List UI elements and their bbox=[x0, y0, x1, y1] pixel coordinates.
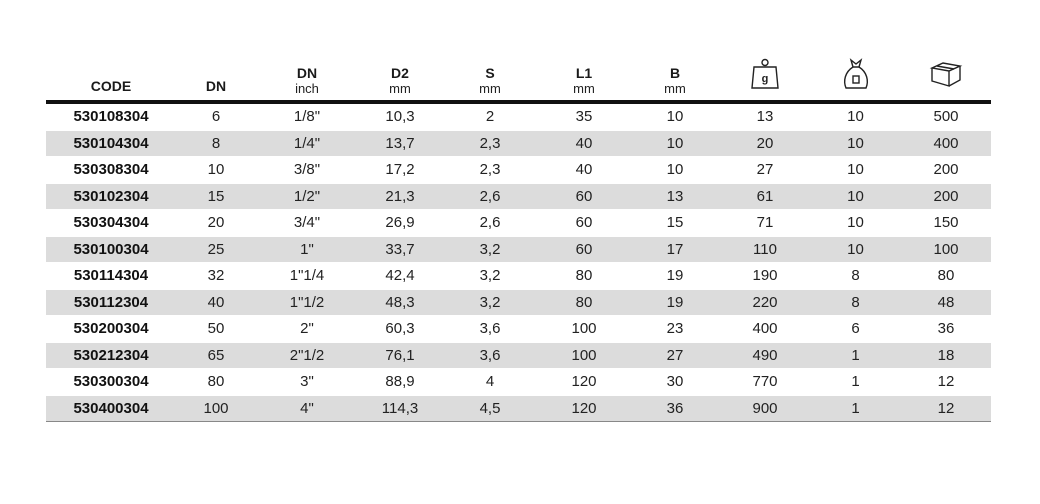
cell-code: 530102304 bbox=[46, 183, 176, 210]
header-code bbox=[46, 50, 176, 102]
cell-dn: 8 bbox=[176, 130, 256, 157]
cell-b: 17 bbox=[630, 236, 720, 263]
cell-weight: 770 bbox=[720, 369, 810, 396]
cell-s: 2,6 bbox=[442, 183, 538, 210]
header-b-unit: mm bbox=[664, 81, 686, 96]
cell-d2: 42,4 bbox=[358, 263, 442, 290]
cell-box-qty: 36 bbox=[901, 316, 991, 343]
cell-dn-inch: 1/4" bbox=[256, 130, 358, 157]
cell-dn: 40 bbox=[176, 289, 256, 316]
header-dn-inch-unit: inch bbox=[295, 81, 319, 96]
cell-b: 15 bbox=[630, 210, 720, 237]
cell-code: 530114304 bbox=[46, 263, 176, 290]
table-row bbox=[46, 102, 991, 130]
cell-dn-inch: 3/8" bbox=[256, 157, 358, 184]
table-row bbox=[46, 183, 991, 210]
cell-weight: 20 bbox=[720, 130, 810, 157]
cell-dn-inch: 1" bbox=[256, 236, 358, 263]
cell-bag-qty: 10 bbox=[810, 236, 901, 263]
cell-box-qty: 80 bbox=[901, 263, 991, 290]
table-row bbox=[46, 369, 991, 396]
cell-s: 4,5 bbox=[442, 395, 538, 422]
cell-weight: 400 bbox=[720, 316, 810, 343]
product-table bbox=[46, 50, 991, 422]
cell-l1: 60 bbox=[538, 183, 630, 210]
header-l1 bbox=[538, 50, 630, 102]
table-row bbox=[46, 342, 991, 369]
cell-weight: 220 bbox=[720, 289, 810, 316]
cell-l1: 80 bbox=[538, 289, 630, 316]
box-icon bbox=[929, 57, 963, 91]
cell-bag-qty: 10 bbox=[810, 157, 901, 184]
cell-s: 4 bbox=[442, 369, 538, 396]
cell-dn: 15 bbox=[176, 183, 256, 210]
cell-weight: 13 bbox=[720, 102, 810, 130]
cell-dn: 10 bbox=[176, 157, 256, 184]
cell-weight: 71 bbox=[720, 210, 810, 237]
cell-b: 19 bbox=[630, 263, 720, 290]
cell-b: 10 bbox=[630, 130, 720, 157]
cell-code: 530100304 bbox=[46, 236, 176, 263]
header-l1-unit: mm bbox=[573, 81, 595, 96]
header-code-label: CODE bbox=[90, 78, 132, 94]
cell-d2: 48,3 bbox=[358, 289, 442, 316]
cell-bag-qty: 1 bbox=[810, 369, 901, 396]
cell-code: 530212304 bbox=[46, 342, 176, 369]
cell-bag-qty: 8 bbox=[810, 263, 901, 290]
cell-box-qty: 200 bbox=[901, 183, 991, 210]
cell-l1: 35 bbox=[538, 102, 630, 130]
header-d2 bbox=[358, 50, 442, 102]
cell-d2: 17,2 bbox=[358, 157, 442, 184]
cell-weight: 61 bbox=[720, 183, 810, 210]
cell-dn: 32 bbox=[176, 263, 256, 290]
cell-b: 10 bbox=[630, 157, 720, 184]
cell-box-qty: 12 bbox=[901, 369, 991, 396]
cell-d2: 10,3 bbox=[358, 102, 442, 130]
table-row bbox=[46, 157, 991, 184]
cell-bag-qty: 6 bbox=[810, 316, 901, 343]
header-d2-label: D2 bbox=[391, 65, 409, 81]
table-row bbox=[46, 263, 991, 290]
cell-b: 36 bbox=[630, 395, 720, 422]
table-header bbox=[46, 50, 991, 102]
cell-weight: 190 bbox=[720, 263, 810, 290]
cell-l1: 40 bbox=[538, 130, 630, 157]
cell-code: 530108304 bbox=[46, 102, 176, 130]
header-l1-label: L1 bbox=[575, 65, 593, 81]
header-dn bbox=[176, 50, 256, 102]
cell-dn-inch: 4" bbox=[256, 395, 358, 422]
table-row bbox=[46, 395, 991, 422]
cell-code: 530304304 bbox=[46, 210, 176, 237]
cell-dn-inch: 1/2" bbox=[256, 183, 358, 210]
cell-l1: 60 bbox=[538, 210, 630, 237]
header-dn-inch bbox=[256, 50, 358, 102]
cell-b: 23 bbox=[630, 316, 720, 343]
cell-l1: 120 bbox=[538, 395, 630, 422]
cell-l1: 80 bbox=[538, 263, 630, 290]
cell-dn-inch: 1/8" bbox=[256, 102, 358, 130]
header-b bbox=[630, 50, 720, 102]
cell-s: 3,6 bbox=[442, 316, 538, 343]
cell-dn: 65 bbox=[176, 342, 256, 369]
cell-s: 2,3 bbox=[442, 157, 538, 184]
cell-l1: 120 bbox=[538, 369, 630, 396]
cell-d2: 88,9 bbox=[358, 369, 442, 396]
product-table-container bbox=[46, 50, 991, 422]
header-dn-inch-label: DN bbox=[296, 65, 318, 81]
cell-code: 530104304 bbox=[46, 130, 176, 157]
header-s-label: S bbox=[485, 65, 495, 81]
header-dn-label: DN bbox=[205, 78, 227, 94]
weight-icon bbox=[748, 57, 782, 91]
header-weight bbox=[720, 50, 810, 102]
cell-s: 3,2 bbox=[442, 236, 538, 263]
cell-dn: 80 bbox=[176, 369, 256, 396]
cell-box-qty: 200 bbox=[901, 157, 991, 184]
cell-s: 3,2 bbox=[442, 263, 538, 290]
table-row bbox=[46, 210, 991, 237]
cell-l1: 100 bbox=[538, 316, 630, 343]
cell-dn: 6 bbox=[176, 102, 256, 130]
cell-dn: 50 bbox=[176, 316, 256, 343]
cell-bag-qty: 10 bbox=[810, 183, 901, 210]
cell-box-qty: 400 bbox=[901, 130, 991, 157]
table-row bbox=[46, 316, 991, 343]
cell-box-qty: 18 bbox=[901, 342, 991, 369]
header-row bbox=[46, 50, 991, 102]
cell-b: 19 bbox=[630, 289, 720, 316]
cell-box-qty: 48 bbox=[901, 289, 991, 316]
cell-d2: 114,3 bbox=[358, 395, 442, 422]
cell-l1: 40 bbox=[538, 157, 630, 184]
header-bag bbox=[810, 50, 901, 102]
cell-d2: 13,7 bbox=[358, 130, 442, 157]
cell-box-qty: 500 bbox=[901, 102, 991, 130]
cell-dn: 25 bbox=[176, 236, 256, 263]
cell-code: 530200304 bbox=[46, 316, 176, 343]
cell-dn-inch: 2" bbox=[256, 316, 358, 343]
cell-d2: 76,1 bbox=[358, 342, 442, 369]
cell-code: 530308304 bbox=[46, 157, 176, 184]
cell-bag-qty: 10 bbox=[810, 130, 901, 157]
cell-b: 10 bbox=[630, 102, 720, 130]
cell-code: 530112304 bbox=[46, 289, 176, 316]
header-d2-unit: mm bbox=[389, 81, 411, 96]
cell-s: 2,3 bbox=[442, 130, 538, 157]
table-body bbox=[46, 102, 991, 422]
header-s bbox=[442, 50, 538, 102]
cell-d2: 26,9 bbox=[358, 210, 442, 237]
cell-l1: 100 bbox=[538, 342, 630, 369]
cell-dn-inch: 1"1/2 bbox=[256, 289, 358, 316]
cell-b: 13 bbox=[630, 183, 720, 210]
header-b-label: B bbox=[669, 65, 681, 81]
table-row bbox=[46, 289, 991, 316]
cell-dn: 20 bbox=[176, 210, 256, 237]
cell-code: 530300304 bbox=[46, 369, 176, 396]
cell-d2: 60,3 bbox=[358, 316, 442, 343]
table-row bbox=[46, 130, 991, 157]
cell-bag-qty: 10 bbox=[810, 102, 901, 130]
cell-weight: 490 bbox=[720, 342, 810, 369]
bag-icon bbox=[839, 57, 873, 91]
table-row bbox=[46, 236, 991, 263]
cell-bag-qty: 8 bbox=[810, 289, 901, 316]
cell-bag-qty: 10 bbox=[810, 210, 901, 237]
cell-dn-inch: 2"1/2 bbox=[256, 342, 358, 369]
cell-b: 27 bbox=[630, 342, 720, 369]
cell-bag-qty: 1 bbox=[810, 342, 901, 369]
header-s-unit: mm bbox=[479, 81, 501, 96]
cell-dn-inch: 3" bbox=[256, 369, 358, 396]
cell-dn: 100 bbox=[176, 395, 256, 422]
cell-s: 3,6 bbox=[442, 342, 538, 369]
cell-code: 530400304 bbox=[46, 395, 176, 422]
cell-d2: 33,7 bbox=[358, 236, 442, 263]
cell-weight: 27 bbox=[720, 157, 810, 184]
weight-icon-glyph: g bbox=[761, 73, 769, 85]
cell-box-qty: 150 bbox=[901, 210, 991, 237]
cell-s: 2,6 bbox=[442, 210, 538, 237]
cell-b: 30 bbox=[630, 369, 720, 396]
cell-box-qty: 12 bbox=[901, 395, 991, 422]
cell-weight: 900 bbox=[720, 395, 810, 422]
cell-d2: 21,3 bbox=[358, 183, 442, 210]
cell-s: 3,2 bbox=[442, 289, 538, 316]
cell-bag-qty: 1 bbox=[810, 395, 901, 422]
cell-dn-inch: 1"1/4 bbox=[256, 263, 358, 290]
header-box bbox=[901, 50, 991, 102]
cell-s: 2 bbox=[442, 102, 538, 130]
cell-l1: 60 bbox=[538, 236, 630, 263]
cell-weight: 110 bbox=[720, 236, 810, 263]
cell-box-qty: 100 bbox=[901, 236, 991, 263]
cell-dn-inch: 3/4" bbox=[256, 210, 358, 237]
